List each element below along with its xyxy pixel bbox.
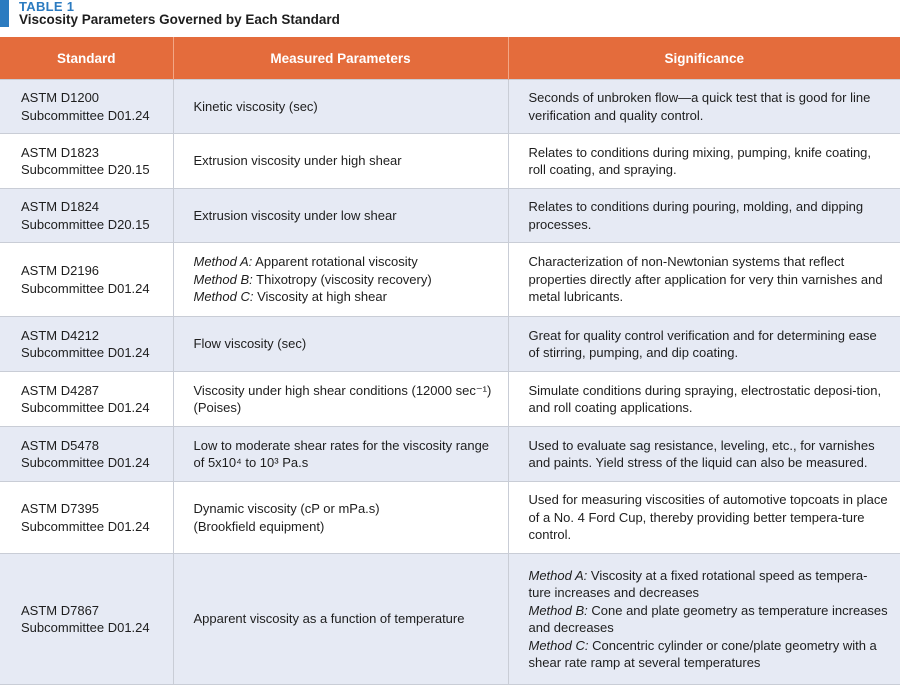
parameters-cell (173, 317, 508, 372)
significance-cell (508, 427, 900, 482)
method-text: Concentric cylinder or cone/plate geometry with a shear rate ramp at several temperatures (528, 637, 877, 670)
table-row (0, 554, 900, 685)
standard-cell (0, 189, 173, 243)
method-label: Method B: (528, 602, 588, 618)
significance-cell (508, 189, 900, 243)
standard-cell (0, 80, 173, 134)
subcommittee: Subcommittee D01.24 (21, 280, 150, 296)
method-line (194, 253, 498, 271)
significance-text: Characterization of non-Newtonian systems that reflect properties directly after application for very thin varnishes and metal lubricants. (528, 254, 883, 305)
parameter-text: Low to moderate shear rates for the viscosity range of 5x10⁴ to 10³ Pa.s (193, 437, 490, 470)
method-line (194, 288, 498, 306)
standard-cell (0, 243, 173, 317)
subcommittee: Subcommittee D20.15 (21, 162, 150, 177)
standard-id: ASTM D1824 (21, 199, 100, 214)
parameter-text: Dynamic viscosity (cP or mPa.s) (193, 501, 380, 516)
table-row (0, 427, 900, 482)
header-standard: Standard (0, 37, 173, 80)
method-label: Method B: (193, 271, 253, 287)
table-number: TABLE 1 (19, 0, 75, 14)
method-text: Apparent rotational viscosity (252, 254, 418, 270)
parameters-cell (173, 189, 508, 243)
table-row (0, 317, 900, 372)
subcommittee: Subcommittee D01.24 (21, 400, 150, 415)
method-text: Thixotropy (viscosity recovery) (252, 271, 432, 287)
significance-cell (508, 372, 900, 427)
table-row (0, 80, 900, 134)
significance-text: Simulate conditions during spraying, electrostatic deposi-tion, and roll coating applications. (528, 382, 882, 415)
significance-text: Relates to conditions during pouring, molding, and dipping processes. (528, 199, 864, 232)
method-text: Viscosity at high shear (253, 289, 387, 305)
significance-text: Used for measuring viscosities of automotive topcoats in place of a No. 4 Ford Cup, thereby providing better tempera-ture control. (528, 492, 888, 543)
table-title: Viscosity Parameters Governed by Each Standard (19, 12, 340, 27)
parameter-text: Extrusion viscosity under high shear (193, 153, 402, 169)
table-row (0, 189, 900, 243)
significance-cell (508, 80, 900, 134)
subcommittee: Subcommittee D01.24 (21, 518, 150, 534)
method-text: Viscosity at a fixed rotational speed as tempera-ture increases and decreases (528, 567, 868, 600)
parameter-text: Kinetic viscosity (sec) (193, 98, 318, 114)
method-label: Method A: (193, 254, 253, 270)
subcommittee: Subcommittee D01.24 (21, 345, 150, 360)
parameters-cell (173, 80, 508, 134)
standard-id: ASTM D5478 (21, 437, 100, 453)
standard-cell (0, 372, 173, 427)
parameters-cell (173, 427, 508, 482)
standard-cell (0, 554, 173, 685)
parameter-text: Viscosity under high shear conditions (12000 sec⁻¹) (Poises) (193, 382, 492, 415)
significance-cell (508, 482, 900, 554)
subcommittee: Subcommittee D01.24 (21, 620, 150, 635)
significance-text: Seconds of unbroken flow—a quick test that is good for line verification and quality control. (528, 90, 871, 123)
method-line (194, 271, 498, 289)
method-line (529, 637, 889, 672)
parameter-text: Apparent viscosity as a function of temperature (193, 611, 465, 627)
standards-table (0, 37, 900, 685)
standard-id: ASTM D1823 (21, 144, 100, 160)
method-label: Method C: (528, 637, 589, 653)
subcommittee: Subcommittee D20.15 (21, 216, 150, 232)
method-text: Cone and plate geometry as temperature increases and decreases (528, 602, 888, 635)
significance-cell (508, 317, 900, 372)
standard-id: ASTM D1200 (21, 90, 100, 105)
standard-id: ASTM D4287 (21, 382, 100, 398)
method-line (529, 567, 889, 602)
parameters-cell (173, 134, 508, 189)
standard-id: ASTM D4212 (21, 327, 100, 343)
header-significance: Significance (508, 37, 900, 80)
standard-cell (0, 427, 173, 482)
parameter-text: Extrusion viscosity under low shear (193, 207, 397, 223)
significance-cell (508, 243, 900, 317)
parameters-cell (173, 482, 508, 554)
parameters-cell (173, 554, 508, 685)
standard-cell (0, 134, 173, 189)
method-label: Method C: (193, 289, 254, 305)
table-row (0, 482, 900, 554)
table-header-row (0, 37, 900, 80)
significance-text: Relates to conditions during mixing, pumping, knife coating, roll coating, and spraying. (528, 144, 872, 177)
standard-id: ASTM D7395 (21, 501, 100, 516)
parameter-text: (Brookfield equipment) (193, 518, 325, 534)
standard-cell (0, 482, 173, 554)
significance-text: Used to evaluate sag resistance, leveling, etc., for varnishes and paints. Yield stress of the liquid can also be measured. (528, 437, 875, 470)
table-caption (0, 0, 900, 37)
table-row (0, 243, 900, 317)
table-row (0, 372, 900, 427)
parameter-text: Flow viscosity (sec) (193, 336, 307, 352)
parameters-cell (173, 243, 508, 317)
standard-cell (0, 317, 173, 372)
significance-text: Great for quality control verification and for determining ease of stirring, pumping, and dip coating. (528, 327, 877, 360)
header-measured-parameters: Measured Parameters (173, 37, 508, 80)
standard-id: ASTM D2196 (21, 263, 100, 278)
significance-cell (508, 134, 900, 189)
parameters-cell (173, 372, 508, 427)
method-label: Method A: (528, 567, 588, 583)
subcommittee: Subcommittee D01.24 (21, 455, 150, 470)
table-row (0, 134, 900, 189)
standard-id: ASTM D7867 (21, 602, 100, 618)
subcommittee: Subcommittee D01.24 (21, 107, 150, 123)
caption-accent-bar (0, 0, 9, 27)
significance-cell (508, 554, 900, 685)
method-line (529, 602, 889, 637)
